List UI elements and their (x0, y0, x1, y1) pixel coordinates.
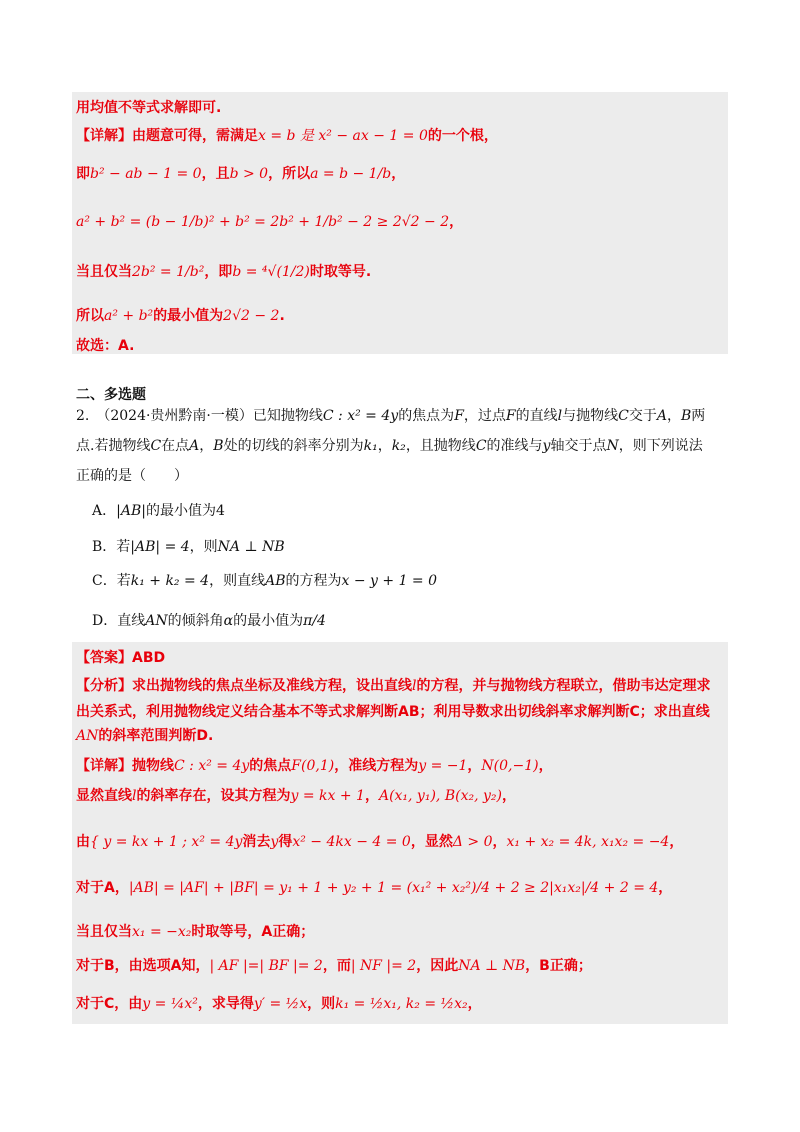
text: 的焦点为 (398, 408, 455, 424)
text: 处的切线的斜率分别为 (223, 438, 364, 454)
math: C : x² = 4y (174, 758, 250, 774)
detail-line-4 (76, 878, 672, 898)
solution-line-1 (76, 98, 221, 118)
math: k₁ (363, 438, 378, 454)
option-b (92, 536, 285, 556)
text: ， (492, 834, 507, 850)
math: A (189, 438, 200, 454)
solution-line-3 (76, 164, 405, 184)
math: AN (76, 728, 99, 744)
label-detail: 【详解】 (76, 128, 132, 144)
math: b = ⁴√(1/2) (232, 264, 310, 280)
math: 4 (215, 503, 225, 519)
math: F (505, 408, 516, 424)
math: a² + b² = (b − 1/b)² + b² = 2b² + 1/b² − 2 ≥ 2√2 − 2 (76, 214, 450, 230)
text: 得 (278, 834, 293, 850)
math: C (475, 438, 487, 454)
text: 的准线与 (486, 438, 543, 454)
math: | NF |= 2 (350, 958, 417, 974)
math: k₂ (391, 438, 406, 454)
math: x₁ = −x₂ (132, 924, 192, 940)
analysis-line-1 (76, 676, 710, 696)
math: y (270, 834, 279, 850)
text: 在点 (161, 438, 190, 454)
math: F (454, 408, 464, 424)
math: { y = kx + 1 ; x² = 4y (90, 834, 243, 850)
text: 显然直线 (76, 788, 132, 804)
math: y = ¼x² (142, 996, 198, 1012)
math: y (542, 438, 551, 454)
math: C (618, 408, 629, 424)
text: 两 (691, 408, 706, 424)
solution-line-5 (76, 262, 371, 282)
question-line-2 (76, 436, 703, 456)
text: ，因此 (416, 958, 459, 974)
text: 对于B，由选项A知， (76, 958, 210, 974)
text: 点.若抛物线 (76, 438, 151, 454)
text: 直线 (117, 613, 146, 629)
analysis-line-2 (76, 702, 710, 722)
math: | AF |=| BF |= 2 (209, 958, 323, 974)
detail-line-6 (76, 956, 592, 976)
math: B (680, 408, 692, 424)
question-line-1 (76, 406, 705, 426)
text: ， (538, 758, 553, 774)
math: Δ > 0 (452, 834, 493, 850)
math: |AB| (116, 503, 146, 519)
math: a = b − 1/b (310, 166, 392, 182)
option-label: C． (92, 573, 117, 589)
text: 时取等号. (309, 264, 372, 280)
text: 求出抛物线的焦点坐标及准线方程，设出直线 (132, 678, 412, 694)
text: 即 (76, 166, 90, 182)
text: 由 (76, 834, 90, 850)
text: ，求导得 (197, 996, 254, 1012)
label-answer: 【答案】 (76, 650, 132, 666)
option-c (92, 570, 437, 590)
text: 由题意可得，需满足 (132, 128, 258, 144)
math: x = b 是 x² − ax − 1 = 0 (258, 128, 428, 144)
text: 的方程为 (285, 573, 342, 589)
math: N (606, 438, 619, 454)
option-label: B． (92, 539, 117, 555)
text: 当且仅当 (76, 924, 132, 940)
text: 对于C，由 (76, 996, 143, 1012)
math: y = kx + 1 (290, 788, 365, 804)
text: 的斜率范围判断D. (98, 728, 214, 744)
option-a (92, 500, 225, 520)
math: 2b² = 1/b² (132, 264, 205, 280)
math: x − y + 1 = 0 (341, 573, 438, 589)
option-label: A． (92, 503, 117, 519)
text: ， (467, 758, 482, 774)
label-analysis: 【分析】 (76, 678, 132, 694)
text: ，则下列说法 (618, 438, 703, 454)
math: A (656, 408, 667, 424)
text: 当且仅当 (76, 264, 132, 280)
math: AB (265, 573, 286, 589)
text: ，则 (307, 996, 336, 1012)
text: 与抛物线 (562, 408, 619, 424)
text: ， (364, 788, 379, 804)
math: C : x² = 4y (322, 408, 399, 424)
math: b > 0 (229, 166, 269, 182)
math: B (213, 438, 224, 454)
math: AN (145, 613, 168, 629)
text: 若 (116, 539, 131, 555)
math: NA ⊥ NB (217, 539, 285, 555)
label-detail: 【详解】 (76, 758, 132, 774)
math: N(0,−1) (481, 758, 539, 774)
math: l (412, 678, 417, 694)
text: 的一个根， (427, 128, 498, 144)
answer-line (76, 648, 165, 668)
math: π/4 (303, 613, 326, 629)
analysis-line-3 (76, 726, 213, 746)
text: 的最小值为 (233, 613, 304, 629)
math: NA ⊥ NB (458, 958, 526, 974)
text: ，B正确； (525, 958, 592, 974)
text: 2. （2024·贵州黔南·一模）已知抛物线 (76, 408, 323, 424)
text: ，过点 (463, 408, 506, 424)
text: ，则 (189, 539, 218, 555)
text: 若 (116, 573, 131, 589)
math: |AB| = |AF| + |BF| = y₁ + 1 + y₂ + 1 = (x₁² + x₂²)/4 + 2 ≥ 2|x₁x₂|/4 + 2 = 4 (128, 880, 659, 896)
text: ，即 (204, 264, 233, 280)
text: 正确的是（ ） (76, 468, 188, 484)
text: ， (199, 438, 214, 454)
detail-line-7 (76, 994, 482, 1014)
text: 的最小值为 (145, 503, 216, 519)
text: 的倾斜角 (167, 613, 224, 629)
text: ，则直线 (209, 573, 266, 589)
text: 用均值不等式求解即可. (76, 100, 222, 116)
option-d (92, 610, 326, 630)
text: ， (658, 880, 673, 896)
solution-line-2 (76, 126, 498, 146)
text: ， (501, 788, 516, 804)
text: ， (467, 996, 482, 1012)
text: ，所以 (268, 166, 311, 182)
text: 轴交于点 (550, 438, 607, 454)
math: y′ = ½x (253, 996, 308, 1012)
solution-line-7 (76, 336, 134, 356)
text: ，显然 (410, 834, 453, 850)
text: ， (669, 834, 684, 850)
math: l (557, 408, 563, 424)
math: l (132, 788, 137, 804)
text: ，且 (201, 166, 230, 182)
text: 出关系式，利用抛物线定义结合基本不等式求解判断AB；利用导数求出切线斜率求解判断C；求出直线 (76, 704, 710, 720)
text: ， (391, 166, 406, 182)
math: C (150, 438, 162, 454)
answer-value: ABD (132, 650, 166, 666)
section-title: 二、多选题 (76, 387, 146, 403)
math: A(x₁, y₁), B(x₂, y₂) (378, 788, 502, 804)
text: ， (449, 214, 464, 230)
question-line-3 (76, 466, 188, 486)
text: 故选：A. (76, 338, 135, 354)
math: x² − 4kx − 4 = 0 (292, 834, 411, 850)
text: ，且抛物线 (405, 438, 476, 454)
detail-line-2 (76, 786, 516, 806)
text: 时取等号，A正确； (191, 924, 315, 940)
math: b² − ab − 1 = 0 (90, 166, 202, 182)
text: 的直线 (515, 408, 558, 424)
text: 所以 (76, 308, 104, 324)
text: 对于A， (76, 880, 129, 896)
math: k₁ = ½x₁, k₂ = ½x₂ (335, 996, 468, 1012)
text: 的方程，并与抛物线方程联立，借助韦达定理求 (416, 678, 711, 694)
math: k₁ + k₂ = 4 (130, 573, 210, 589)
text: 的最小值为 (153, 308, 224, 324)
detail-line-5 (76, 922, 314, 942)
math: y = −1 (418, 758, 468, 774)
text: ，而 (322, 958, 351, 974)
text: 消去 (242, 834, 271, 850)
solution-line-6 (76, 306, 285, 326)
math: |AB| = 4 (130, 539, 190, 555)
text: 的斜率存在，设其方程为 (136, 788, 291, 804)
math: F(0,1) (291, 758, 335, 774)
detail-line-1 (76, 756, 553, 776)
math: x₁ + x₂ = 4k, x₁x₂ = −4 (506, 834, 670, 850)
math: α (223, 613, 234, 629)
detail-line-3 (76, 832, 683, 852)
text: ，准线方程为 (334, 758, 419, 774)
solution-line-4 (76, 212, 463, 232)
text: . (279, 308, 285, 324)
text: ， (377, 438, 392, 454)
math: 2√2 − 2 (223, 308, 280, 324)
text: 抛物线 (132, 758, 174, 774)
text: ， (666, 408, 681, 424)
text: 的焦点 (249, 758, 292, 774)
option-label: D． (92, 613, 118, 629)
text: 交于 (628, 408, 657, 424)
math: a² + b² (104, 308, 154, 324)
